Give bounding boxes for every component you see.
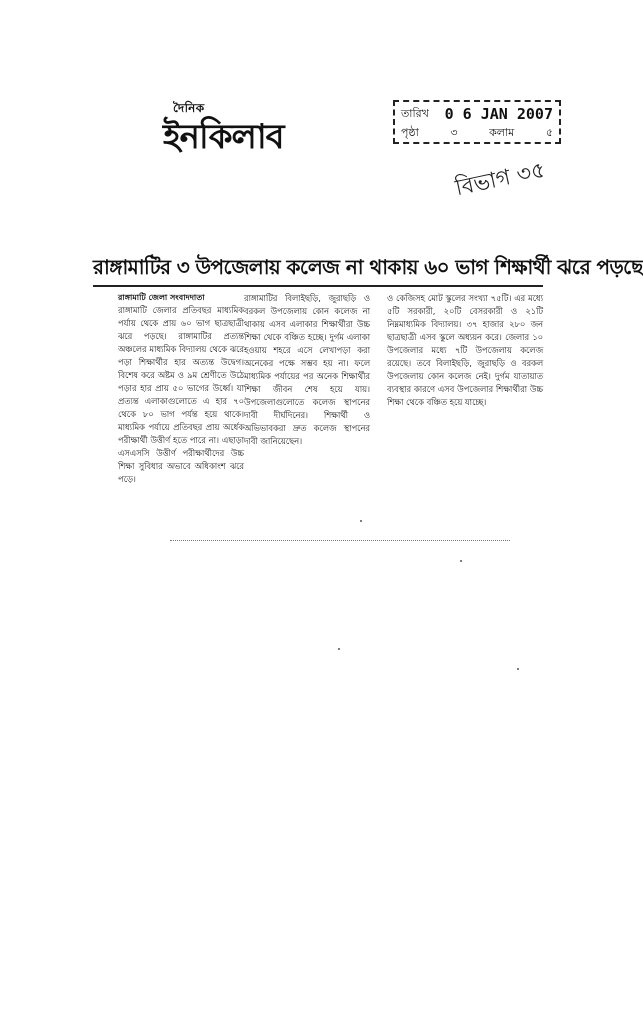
article-column-3 <box>387 292 543 482</box>
column-1-text: রাঙ্গামাটি জেলার প্রতিবছর মাধ্যমিক পর্যায় থেকে প্রায় ৬০ ভাগ ছাত্রছাত্রী ঝরে পড়ছে। রাঙ্গামাটির প্রত্যন্ত অঞ্চলের মাধ্যমিক বিদ্যালয় থেকে ঝরে পড়া শিক্ষার্থীর হার অত্যন্ত উদ্বেগ। বিশেষ করে অষ্টম ও ৯ম শ্রেণীতে উঠে পড়ার হার প্রায় ৫০ ভাগের উর্ধ্বে। যা প্রত্যন্ত এলাকাগুলোতে এ হার ৭০ থেকে ৮০ ভাগ পর্যন্ত হয়ে থাকে। মাধ্যমিক পর্যায়ে প্রতিবছর প্রায় অর্ধেক পরীক্ষার্থী উত্তীর্ণ হতে পারে না। এছাড়া এসএসসি উত্তীর্ণ পরীক্ষার্থীদের উচ্চ শিক্ষা সুবিধার অভাবে অধিকাংশ ঝরে পড়ে। <box>118 305 244 484</box>
date-stamp <box>393 100 561 144</box>
stamp-column-label: কলাম <box>489 126 515 139</box>
masthead-title: ইনকিলাব <box>163 117 284 157</box>
newspaper-masthead <box>163 100 293 156</box>
stamp-page-label: পৃষ্ঠা <box>401 126 419 139</box>
article-headline: রাঙ্গামাটির ৩ উপজেলায় কলেজ না থাকায় ৬০ ভাগ শিক্ষার্থী ঝরে পড়ছে <box>93 255 643 279</box>
scan-speck <box>360 520 362 522</box>
stamp-date: 0 6 JAN 2007 <box>444 105 553 123</box>
scan-speck <box>338 648 340 650</box>
scan-artifact-line <box>170 540 510 542</box>
stamp-date-label: তারিখ <box>401 107 429 120</box>
scan-speck <box>460 560 462 562</box>
stamp-column: ৫ <box>545 126 553 139</box>
column-3-text: ও কেজিসহ মোট স্কুলের সংখ্যা ৭৫টি। এর মধ্যে ৫টি সরকারী, ২০টি বেসরকারী ও ২১টি নিম্নমাধ্যমিক বিদ্যালয়। ৩৭ হাজার ২৮০ জন ছাত্রছাত্রী এসব স্কুলে অধ্যয়ন করে। জেলার ১০ উপজেলার মধ্যে ৭টি উপজেলায় কলেজ রয়েছে। তবে বিলাইছড়ি, জুরাছড়ি ও বরকল উপজেলায় কোন কলেজ নেই। দুর্গম যাতায়াত ব্যবস্থার কারণে এসব উপজেলার শিক্ষার্থীরা উচ্চ শিক্ষা থেকে বঞ্চিত হয়ে যাচ্ছে। <box>387 293 543 407</box>
article-column-2 <box>244 292 370 462</box>
masthead-prefix: দৈনিক <box>173 101 205 115</box>
article-column-1 <box>118 304 244 484</box>
article-byline: রাঙ্গামাটি জেলা সংবাদদাতা <box>118 293 205 302</box>
scan-speck <box>517 668 519 670</box>
column-2-text: রাঙ্গামাটির বিলাইছড়ি, জুরাছড়ি ও বরকল উপজেলায় কোন কলেজ না থাকায় এসব এলাকার শিক্ষার্থীরা উচ্চ শিক্ষা থেকে বঞ্চিত হচ্ছে। দুর্গম এলাকা হওয়ায় শহরে এসে লেখাপড়া করা অনেকের পক্ষে সম্ভব হয় না। ফলে মাধ্যমিক পর্যায়ের পর অনেক শিক্ষার্থীর শিক্ষা জীবন শেষ হয়ে যায়। উপজেলাগুলোতে কলেজ স্থাপনের দাবী দীর্ঘদিনের। শিক্ষার্থী ও অভিভাবকরা দ্রুত কলেজ স্থাপনের দাবী জানিয়েছেন। <box>244 293 370 446</box>
headline-divider <box>93 285 543 287</box>
handwritten-note: বিভাগ ৩৫ <box>453 157 548 202</box>
stamp-page: ৩ <box>450 126 458 139</box>
